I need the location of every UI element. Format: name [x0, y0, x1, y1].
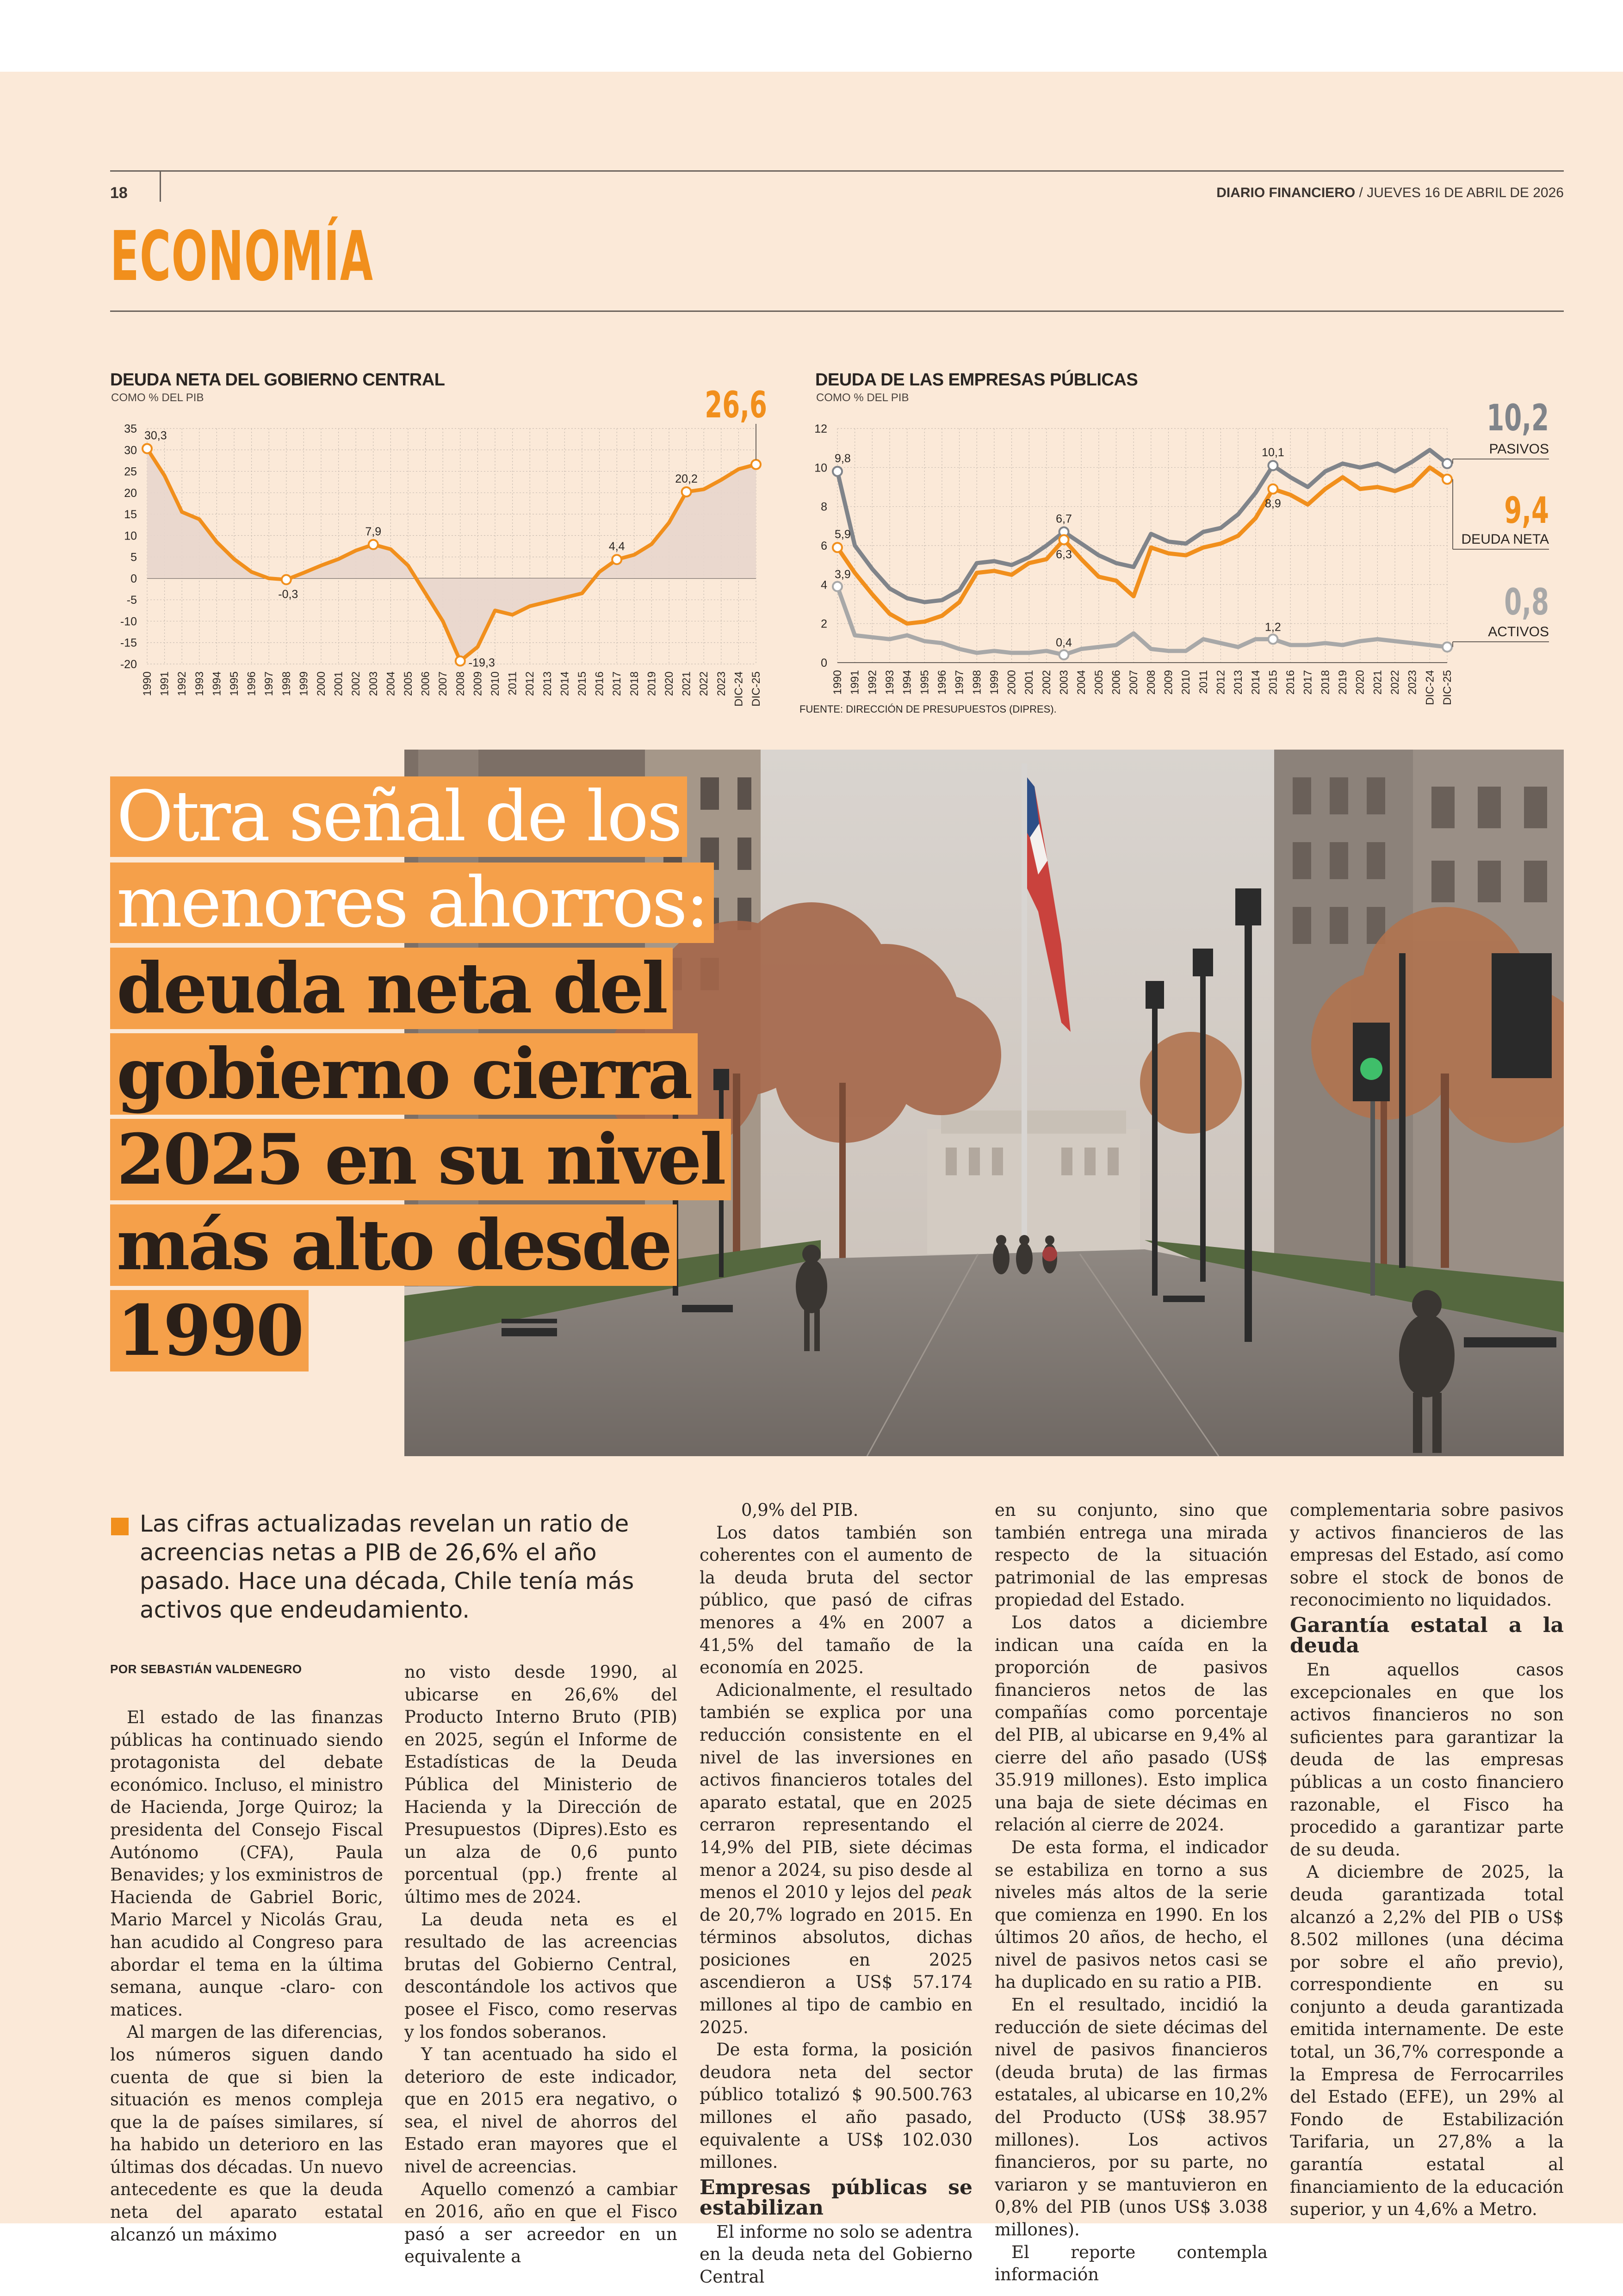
data-point-marker — [1059, 535, 1069, 544]
callout-value: 10,2 — [1487, 397, 1549, 439]
end-point-marker — [1443, 475, 1452, 484]
headline-line-4: gobierno cierra — [110, 1033, 698, 1115]
paragraph: complementaria sobre pasivos y activos financieros de las empresas del Estado, así como sobre el stock de bonos de reconocimiento no liquidados. — [1290, 1500, 1564, 1610]
data-point-marker — [369, 540, 378, 549]
x-tick-label: 1996 — [245, 671, 258, 696]
x-tick-label: 1995 — [918, 670, 931, 695]
data-label: 4,4 — [608, 540, 625, 553]
data-point-marker — [456, 657, 465, 666]
x-tick-label: 2012 — [524, 671, 537, 696]
y-tick-label: 5 — [130, 551, 137, 564]
x-tick-label: 2022 — [698, 671, 711, 696]
x-tick-label: 2022 — [1389, 670, 1402, 695]
x-tick-label: 2003 — [1058, 670, 1071, 695]
x-tick-label: 1994 — [211, 671, 223, 696]
text-run: de 20,7% logrado en 2015. En términos absolutos, dichas posiciones en 2025 ascendieron a US$ 57.174 millones al tipo de cambio en 2025. — [700, 1905, 973, 2037]
x-tick-label: 2019 — [645, 671, 658, 696]
x-tick-label: 2014 — [1249, 670, 1262, 695]
paragraph: Aquello comenzó a cambiar en 2016, año en que el Fisco pasó a ser acreedor en un equivalente a — [404, 2179, 677, 2267]
x-tick-label: 2002 — [1040, 670, 1053, 695]
x-tick-label: 1994 — [901, 670, 914, 695]
paragraph — [700, 1679, 973, 2039]
x-tick-label: 2006 — [419, 671, 432, 696]
body-column-5 — [1290, 1499, 1564, 2221]
x-tick-label: 2015 — [1267, 670, 1280, 695]
chart1-subtitle: COMO % DEL PIB — [111, 391, 204, 404]
data-point-marker — [1268, 484, 1277, 494]
body-column-2 — [404, 1661, 677, 2268]
paragraph: 0,9% del PIB. — [741, 1500, 859, 1520]
newspaper-name: DIARIO FINANCIERO — [1216, 185, 1356, 200]
y-tick-label: 35 — [124, 422, 137, 435]
data-label: 9,8 — [835, 452, 851, 465]
x-tick-label: 2018 — [1319, 670, 1332, 695]
paragraph: La deuda neta es el resultado de las acreencias brutas del Gobierno Central, descontándole los activos que posee el Fisco, como reservas y los fondos soberanos. — [404, 1909, 677, 2042]
x-tick-label: 1991 — [849, 670, 861, 695]
chart-government-net-debt — [110, 379, 776, 722]
x-tick-label: 2013 — [541, 671, 554, 696]
x-tick-label: DIC-25 — [750, 671, 762, 707]
y-tick-label: 12 — [814, 422, 827, 435]
chart2-title: DEUDA DE LAS EMPRESAS PÚBLICAS — [815, 370, 1138, 390]
paragraph: De esta forma, el indicador se estabiliza en torno a sus niveles más altos de la serie que comienza en 1990. En los últimos 20 años, de hecho, el nivel de pasivos netos casi se ha duplicado en su ratio a PIB. — [995, 1837, 1268, 1992]
data-label: 6,7 — [1056, 512, 1072, 526]
x-tick-label: 2004 — [1075, 670, 1088, 695]
x-tick-label: 2018 — [628, 671, 641, 696]
y-tick-label: 20 — [124, 486, 137, 500]
paragraph: El estado de las finanzas públicas ha continuado siendo protagonista del debate económico. Incluso, el ministro de Hacienda, Jorge Quiroz; la presidenta del Consejo Fiscal Autónomo (CFA), Paula Benavides; y los exministros de Hacienda de Gabriel Boric, Mario Marcel y Nicolás Grau, han acudido al Congreso para abordar el tema en la última semana, aunque -claro- con matices. — [110, 1707, 383, 2020]
data-label: -0,3 — [278, 588, 298, 601]
data-point-marker — [833, 467, 842, 476]
x-tick-label: 2023 — [1406, 670, 1419, 695]
y-tick-label: 0 — [821, 657, 827, 670]
headline-line-1: Otra señal de los — [110, 776, 687, 857]
x-tick-label: 1991 — [158, 671, 171, 696]
x-tick-label: DIC-24 — [732, 671, 745, 707]
y-tick-label: 6 — [821, 540, 827, 552]
paragraph: A diciembre de 2025, la deuda garantizada total alcanzó a 2,2% del PIB o US$ 8.502 millones (una décima por sobre el año previo), correspondiente en su conjunto a deuda garantizada emitida internamente. De este total, un 36,7% corresponde a la Empresa de Ferrocarriles del Estado (EFE), un 29% al Fondo de Estabilización Tarifaria, un 27,8% a la garantía estatal al financiamiento de la educación superior, y un 4,6% a Metro. — [1290, 1862, 1564, 2220]
headline-line-3: deuda neta del — [110, 948, 673, 1029]
x-tick-label: 2014 — [558, 671, 571, 696]
x-tick-label: 2013 — [1232, 670, 1245, 695]
x-tick-label: 2008 — [454, 671, 467, 696]
callout-value: 26,6 — [705, 384, 767, 426]
header-rule — [110, 170, 1564, 172]
paragraph: Los datos también son coherentes con el aumento de la deuda bruta del sector público, que pasó de cifras menores a 4% en 2007 a 41,5% del tamaño de la economía en 2025. — [700, 1522, 973, 1678]
x-tick-label: 2023 — [715, 671, 728, 696]
x-tick-label: 2004 — [384, 671, 397, 696]
data-label: 10,1 — [1262, 446, 1284, 459]
paragraph: En aquellos casos excepcionales en que los activos financieros no son suficientes para garantizar la deuda de las empresas públicas a un costo financiero razonable, el Fisco ha procedido a garantizar parte de su deuda. — [1290, 1659, 1564, 1860]
paragraph: El reporte contempla información — [995, 2242, 1268, 2285]
callout-value: 0,8 — [1504, 581, 1549, 623]
x-tick-label: 2016 — [1284, 670, 1297, 695]
y-tick-label: 15 — [124, 508, 137, 521]
x-tick-label: 1992 — [866, 670, 879, 695]
subheading-garantia: Garantía estatal a la deuda — [1290, 1613, 1564, 1657]
chart1-title: DEUDA NETA DEL GOBIERNO CENTRAL — [110, 370, 445, 390]
paragraph: en su conjunto, sino que también entrega una mirada respecto de la situación patrimonial de las empresas propiedad del Estado. — [995, 1500, 1268, 1610]
data-label: -19,3 — [468, 656, 495, 670]
x-tick-label: 1990 — [141, 671, 154, 696]
y-tick-label: 2 — [821, 617, 827, 631]
x-tick-label: 2016 — [593, 671, 606, 696]
paragraph: El informe no solo se adentra en la deuda neta del Gobierno Central — [700, 2222, 973, 2287]
x-tick-label: 1993 — [193, 671, 206, 696]
body-column-3 — [700, 1499, 973, 2289]
y-tick-label: 8 — [821, 500, 827, 514]
x-tick-label: 2009 — [1162, 670, 1175, 695]
x-tick-label: 2000 — [315, 671, 328, 696]
y-tick-label: -15 — [120, 636, 137, 650]
y-tick-label: -10 — [120, 615, 137, 628]
data-point-marker — [682, 487, 691, 496]
paragraph: Los datos a diciembre indican una caída en la proporción de pasivos financieros netos de las compañías como porcentaje del PIB, al ubicarse en 9,4% al cierre del año pasado (US$ 35.919 millones). Esto implica una baja de siete décimas en relación al cierre de 2024. — [995, 1612, 1268, 1835]
x-tick-label: 2010 — [489, 671, 502, 696]
x-tick-label: 2019 — [1337, 670, 1350, 695]
x-tick-label: 1993 — [883, 670, 896, 695]
x-tick-label: 2007 — [1127, 670, 1140, 695]
x-tick-label: 2001 — [1023, 670, 1036, 695]
text-run: Adicionalmente, el resultado también se explica por una reducción consistente en el nivel de las inversiones en activos financieros totales del aparato estatal, que en 2025 cerraron representando el 14,9% del PIB, siete décimas menor a 2024, su piso desde al menos el 2010 y lejos del — [700, 1680, 973, 1903]
headline-line-6: más alto desde — [110, 1204, 677, 1286]
x-tick-label: DIC-25 — [1441, 670, 1454, 706]
x-tick-label: 2021 — [1371, 670, 1384, 695]
x-tick-label: 2007 — [437, 671, 450, 696]
y-tick-label: 0 — [130, 572, 137, 585]
data-point-marker — [612, 555, 621, 564]
y-tick-label: 25 — [124, 465, 137, 478]
y-tick-label: -20 — [120, 658, 137, 671]
data-point-marker — [833, 582, 842, 591]
headline-line-7: 1990 — [110, 1290, 309, 1371]
issue-date: JUEVES 16 DE ABRIL DE 2026 — [1367, 185, 1564, 200]
masthead-separator: / — [1359, 185, 1363, 200]
masthead — [1216, 185, 1564, 201]
x-tick-label: 1999 — [297, 671, 310, 696]
data-point-marker — [142, 444, 152, 453]
x-tick-label: 1995 — [228, 671, 241, 696]
end-point-marker — [1443, 459, 1452, 468]
byline: POR SEBASTIÁN VALDENEGRO — [110, 1662, 302, 1676]
body-column-1 — [110, 1706, 383, 2246]
x-tick-label: 1997 — [953, 670, 966, 695]
callout-label: DEUDA NETA — [1461, 532, 1549, 547]
x-tick-label: 1998 — [280, 671, 293, 696]
end-point-marker — [751, 460, 761, 469]
lead-bullet-square — [111, 1518, 129, 1535]
subheading-empresas: Empresas públicas se estabilizan — [700, 2175, 973, 2220]
headline-line-2: menores ahorros: — [110, 863, 714, 943]
data-label: 8,9 — [1265, 497, 1281, 510]
y-tick-label: 10 — [124, 529, 137, 543]
data-point-marker — [833, 543, 842, 552]
x-tick-label: DIC-24 — [1424, 670, 1437, 706]
data-point-marker — [1268, 461, 1277, 470]
paragraph: De esta forma, la posición deudora neta del sector público totalizó $ 90.500.763 millones el año pasado, equivalente a US$ 102.030 millones. — [700, 2040, 973, 2172]
chart2-subtitle: COMO % DEL PIB — [816, 391, 909, 404]
data-label: 20,2 — [675, 472, 698, 485]
y-tick-label: 10 — [814, 461, 827, 475]
x-tick-label: 2003 — [367, 671, 380, 696]
data-label: 6,3 — [1056, 548, 1072, 561]
paragraph: no visto desde 1990, al ubicarse en 26,6% del Producto Interno Bruto (PIB) en 2025, según el Informe de Estadísticas de la Deuda Pública del Ministerio de Hacienda y la Dirección de Presupuestos (Dipres).Esto es un alza de 0,6 punto porcentual (pp.) frente al último mes de 2024. — [404, 1662, 677, 1907]
y-tick-label: 30 — [124, 444, 137, 457]
data-label: 7,9 — [365, 525, 382, 538]
lead-paragraph: Las cifras actualizadas revelan un ratio de acreencias netas a PIB de 26,6% el año pasado. Hace una década, Chile tenía más activos que endeudamiento. — [140, 1510, 634, 1623]
data-point-marker — [282, 575, 291, 584]
x-tick-label: 2021 — [680, 671, 693, 696]
x-tick-label: 1997 — [263, 671, 276, 696]
x-tick-label: 2011 — [1197, 670, 1210, 694]
headline — [110, 774, 786, 1374]
callout-label: PASIVOS — [1489, 441, 1549, 457]
paragraph: Al margen de las diferencias, los números siguen dando cuenta de que si bien la situación es menos compleja que la de países similares, sí ha habido un deterioro en las últimas dos décadas. Un nuevo antecedente es que la deuda neta del aparato estatal alcanzó un máximo — [110, 2022, 383, 2245]
x-tick-label: 2012 — [1214, 670, 1227, 695]
y-tick-label: 4 — [821, 578, 827, 592]
x-tick-label: 2006 — [1110, 670, 1123, 695]
x-tick-label: 1996 — [935, 670, 948, 695]
x-tick-label: 2017 — [611, 671, 624, 696]
chart-source: FUENTE: DIRECCIÓN DE PRESUPUESTOS (DIPRES). — [799, 703, 1057, 715]
section-title: ECONOMÍA — [110, 217, 374, 296]
x-tick-label: 1999 — [988, 670, 1001, 695]
x-tick-label: 2008 — [1145, 670, 1158, 695]
x-tick-label: 2015 — [576, 671, 588, 696]
data-label: 5,9 — [835, 528, 851, 541]
x-tick-label: 1998 — [971, 670, 984, 695]
page-number: 18 — [110, 184, 128, 202]
headline-line-5: 2025 en su nivel — [110, 1119, 731, 1200]
x-tick-label: 2020 — [663, 671, 675, 696]
data-label: 1,2 — [1265, 621, 1281, 634]
series-line-pasivos — [837, 450, 1447, 602]
x-tick-label: 2011 — [506, 671, 519, 695]
data-label: 30,3 — [144, 429, 167, 442]
body-column-4 — [995, 1499, 1268, 2286]
x-tick-label: 1990 — [831, 670, 844, 695]
area-fill — [147, 448, 756, 661]
paragraph: Y tan acentuado ha sido el deterioro de este indicador, que en 2015 era negativo, o sea, el nivel de ahorros del Estado eran mayores que el nivel de acreencias. — [404, 2044, 677, 2177]
data-label: 0,4 — [1056, 636, 1072, 650]
x-tick-label: 2020 — [1354, 670, 1367, 695]
x-tick-label: 2000 — [1005, 670, 1018, 695]
section-rule — [110, 310, 1564, 312]
x-tick-label: 2005 — [402, 671, 415, 696]
x-tick-label: 1992 — [176, 671, 189, 696]
x-tick-label: 2005 — [1092, 670, 1105, 695]
emphasis: peak — [930, 1882, 973, 1903]
x-tick-label: 2010 — [1180, 670, 1193, 695]
callout-value: 9,4 — [1504, 490, 1549, 532]
chart-public-companies-debt — [787, 379, 1568, 722]
end-point-marker — [1443, 642, 1452, 652]
callout-label: ACTIVOS — [1488, 624, 1549, 639]
x-tick-label: 2009 — [471, 671, 484, 696]
paragraph: En el resultado, incidió la reducción de siete décimas del nivel de pasivos financieros (deuda bruta) de las firmas estatales, al ubicarse en 10,2% del Producto (US$ 38.957 millones). Los activos financieros, por su parte, no variaron y se mantuvieron en 0,8% del PIB (unos US$ 3.038 millones). — [995, 1995, 1268, 2240]
x-tick-label: 2002 — [350, 671, 363, 696]
data-point-marker — [1268, 634, 1277, 644]
x-tick-label: 2001 — [332, 671, 345, 696]
data-label: 3,9 — [835, 568, 851, 581]
y-tick-label: -5 — [126, 594, 137, 607]
header-tick — [160, 170, 161, 202]
x-tick-label: 2017 — [1301, 670, 1314, 695]
data-point-marker — [1059, 650, 1069, 659]
